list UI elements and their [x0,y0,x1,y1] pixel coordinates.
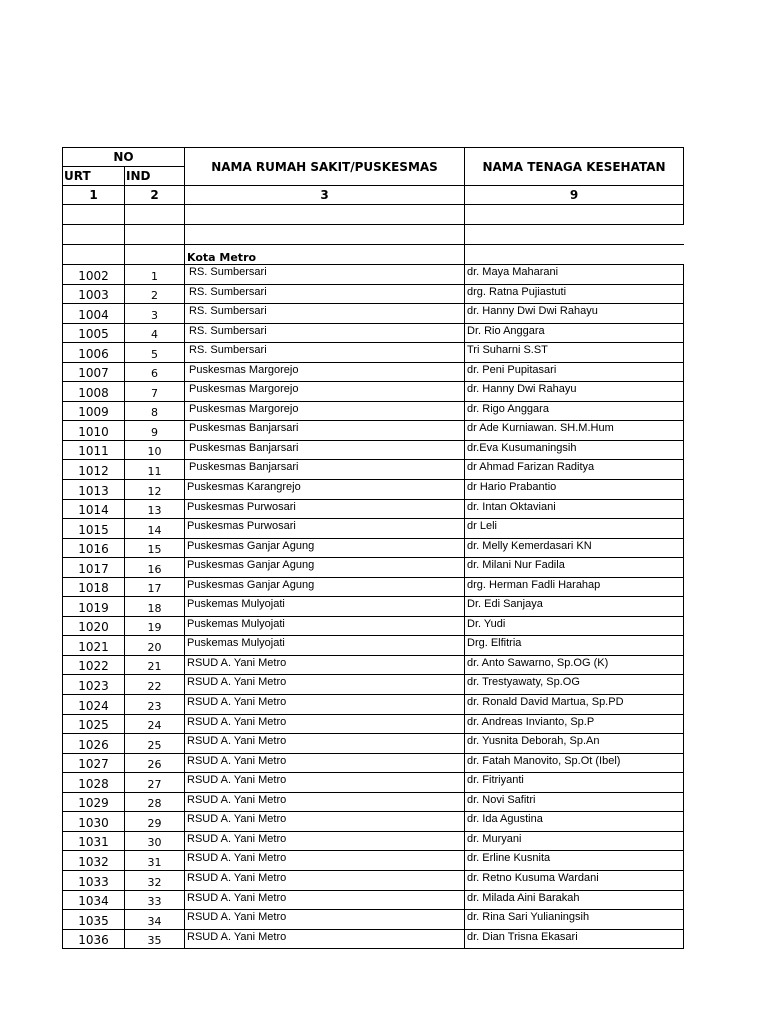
row-urt: 1009 [63,401,125,421]
row-place: Puskesmas Margorejo [185,401,465,421]
health-workers-table [62,147,684,949]
blank-cell [125,205,185,225]
row-urt: 1022 [63,655,125,675]
table-row [63,792,684,812]
row-urt: 1036 [63,929,125,949]
row-ind: 17 [125,577,185,597]
row-urt: 1030 [63,812,125,832]
row-place: Puskesmas Ganjar Agung [185,558,465,578]
row-name: dr. Yusnita Deborah, Sp.An [465,734,684,754]
blank-cell [185,205,465,225]
row-name: dr. Milani Nur Fadila [465,558,684,578]
table-row [63,851,684,871]
row-place: Puskemas Mulyojati [185,616,465,636]
row-name: dr Ahmad Farizan Raditya [465,460,684,480]
row-urt: 1002 [63,265,125,285]
row-name: dr. Ronald David Martua, Sp.PD [465,695,684,715]
row-ind: 25 [125,734,185,754]
table-row [63,675,684,695]
row-ind: 5 [125,343,185,363]
row-place: RSUD A. Yani Metro [185,851,465,871]
row-urt: 1023 [63,675,125,695]
row-place: RSUD A. Yani Metro [185,753,465,773]
row-place: RSUD A. Yani Metro [185,929,465,949]
row-place: RSUD A. Yani Metro [185,695,465,715]
row-place: RSUD A. Yani Metro [185,831,465,851]
table-row [63,265,684,285]
row-place: Puskesmas Banjarsari [185,460,465,480]
table-row [63,304,684,324]
blank-cell [63,245,125,265]
row-urt: 1011 [63,440,125,460]
row-place: Puskesmas Margorejo [185,382,465,402]
blank-cell [465,225,684,245]
row-place: RSUD A. Yani Metro [185,890,465,910]
row-name: dr. Hanny Dwi Dwi Rahayu [465,304,684,324]
row-name: dr Hario Prabantio [465,480,684,500]
row-urt: 1007 [63,362,125,382]
header-staff: NAMA TENAGA KESEHATAN [465,148,684,186]
row-place: RSUD A. Yani Metro [185,714,465,734]
blank-cell [185,225,465,245]
row-ind: 3 [125,304,185,324]
table-row [63,753,684,773]
row-ind: 33 [125,890,185,910]
row-ind: 4 [125,323,185,343]
table-row [63,519,684,539]
row-ind: 23 [125,695,185,715]
row-place: RSUD A. Yani Metro [185,910,465,930]
blank-cell [465,245,684,265]
table-row [63,734,684,754]
row-ind: 6 [125,362,185,382]
blank-row [63,205,684,225]
blank-cell [465,205,684,225]
header-hospital: NAMA RUMAH SAKIT/PUSKESMAS [185,148,465,186]
table-row [63,460,684,480]
row-place: Puskesmas Margorejo [185,362,465,382]
table-row [63,323,684,343]
table-row [63,597,684,617]
row-name: drg. Herman Fadli Harahap [465,577,684,597]
table-row [63,870,684,890]
row-urt: 1035 [63,910,125,930]
blank-cell [63,205,125,225]
row-place: Puskesmas Purwosari [185,499,465,519]
row-name: dr. Fatah Manovito, Sp.Ot (Ibel) [465,753,684,773]
row-place: RSUD A. Yani Metro [185,655,465,675]
table-row [63,616,684,636]
row-name: Tri Suharni S.ST [465,343,684,363]
row-place: RSUD A. Yani Metro [185,734,465,754]
row-name: dr Leli [465,519,684,539]
header-no: NO [63,148,185,167]
table-row [63,362,684,382]
table-row [63,636,684,656]
row-place: RSUD A. Yani Metro [185,773,465,793]
row-name: dr. Hanny Dwi Rahayu [465,382,684,402]
row-place: Puskesmas Banjarsari [185,440,465,460]
table-row [63,812,684,832]
row-name: Dr. Yudi [465,616,684,636]
row-urt: 1033 [63,870,125,890]
row-name: Dr. Rio Anggara [465,323,684,343]
row-place: Puskemas Mulyojati [185,597,465,617]
row-place: RS. Sumbersari [185,284,465,304]
row-urt: 1028 [63,773,125,793]
table-row [63,284,684,304]
row-ind: 28 [125,792,185,812]
row-place: RSUD A. Yani Metro [185,792,465,812]
row-place: RS. Sumbersari [185,343,465,363]
table-row [63,773,684,793]
row-ind: 32 [125,870,185,890]
table-row [63,343,684,363]
table-row [63,714,684,734]
row-ind: 8 [125,401,185,421]
table-row [63,890,684,910]
table-row [63,382,684,402]
row-name: dr. Anto Sawarno, Sp.OG (K) [465,655,684,675]
row-ind: 2 [125,284,185,304]
blank-cell [125,245,185,265]
row-urt: 1008 [63,382,125,402]
row-name: dr. Intan Oktaviani [465,499,684,519]
header-urt: URT [63,167,125,186]
table-row [63,655,684,675]
table-row [63,577,684,597]
row-urt: 1006 [63,343,125,363]
row-ind: 18 [125,597,185,617]
table-row [63,929,684,949]
row-name: dr. Dian Trisna Ekasari [465,929,684,949]
row-place: Puskesmas Banjarsari [185,421,465,441]
table-row [63,499,684,519]
header-ind: IND [125,167,185,186]
row-ind: 35 [125,929,185,949]
row-name: dr.Eva Kusumaningsih [465,440,684,460]
table-row [63,831,684,851]
col-number-2: 2 [125,186,185,205]
row-ind: 13 [125,499,185,519]
table-row [63,480,684,500]
row-ind: 15 [125,538,185,558]
row-ind: 30 [125,831,185,851]
row-place: Puskesmas Purwosari [185,519,465,539]
row-name: dr. Milada Aini Barakah [465,890,684,910]
row-ind: 26 [125,753,185,773]
row-urt: 1025 [63,714,125,734]
row-name: dr. Andreas Invianto, Sp.P [465,714,684,734]
table-row [63,695,684,715]
row-name: Drg. Elfitria [465,636,684,656]
row-place: RSUD A. Yani Metro [185,812,465,832]
row-ind: 27 [125,773,185,793]
table-row [63,421,684,441]
row-name: dr. Rigo Anggara [465,401,684,421]
row-place: RS. Sumbersari [185,265,465,285]
row-name: dr. Ida Agustina [465,812,684,832]
row-place: Puskesmas Ganjar Agung [185,538,465,558]
row-ind: 29 [125,812,185,832]
row-name: drg. Ratna Pujiastuti [465,284,684,304]
row-place: Puskemas Mulyojati [185,636,465,656]
row-ind: 16 [125,558,185,578]
blank-row [63,225,684,245]
column-number-row [63,186,684,205]
row-urt: 1005 [63,323,125,343]
row-place: RS. Sumbersari [185,323,465,343]
row-urt: 1013 [63,480,125,500]
row-urt: 1027 [63,753,125,773]
row-place: RS. Sumbersari [185,304,465,324]
row-name: Dr. Edi Sanjaya [465,597,684,617]
header-row-top [63,148,684,167]
row-name: dr. Muryani [465,831,684,851]
row-name: dr. Erline Kusnita [465,851,684,871]
blank-cell [63,225,125,245]
col-number-1: 1 [63,186,125,205]
row-urt: 1018 [63,577,125,597]
row-ind: 9 [125,421,185,441]
row-urt: 1010 [63,421,125,441]
row-name: dr. Rina Sari Yulianingsih [465,910,684,930]
blank-cell [125,225,185,245]
row-name: dr. Peni Pupitasari [465,362,684,382]
row-ind: 12 [125,480,185,500]
row-ind: 20 [125,636,185,656]
row-urt: 1012 [63,460,125,480]
row-place: Puskesmas Karangrejo [185,480,465,500]
row-name: dr. Trestyawaty, Sp.OG [465,675,684,695]
table-row [63,558,684,578]
row-urt: 1014 [63,499,125,519]
col-number-9: 9 [465,186,684,205]
row-place: RSUD A. Yani Metro [185,675,465,695]
row-ind: 1 [125,265,185,285]
table-row [63,910,684,930]
row-ind: 31 [125,851,185,871]
row-place: RSUD A. Yani Metro [185,870,465,890]
row-ind: 10 [125,440,185,460]
table-row [63,538,684,558]
row-name: dr Ade Kurniawan. SH.M.Hum [465,421,684,441]
city-row [63,245,684,265]
row-ind: 24 [125,714,185,734]
row-place: Puskesmas Ganjar Agung [185,577,465,597]
row-name: dr. Novi Safitri [465,792,684,812]
table-row [63,401,684,421]
row-urt: 1004 [63,304,125,324]
row-urt: 1032 [63,851,125,871]
row-ind: 7 [125,382,185,402]
col-number-3: 3 [185,186,465,205]
row-urt: 1017 [63,558,125,578]
row-urt: 1026 [63,734,125,754]
row-urt: 1003 [63,284,125,304]
row-ind: 21 [125,655,185,675]
city-label: Kota Metro [185,245,465,265]
row-name: dr. Maya Maharani [465,265,684,285]
row-urt: 1020 [63,616,125,636]
row-ind: 34 [125,910,185,930]
table-row [63,440,684,460]
row-urt: 1021 [63,636,125,656]
row-urt: 1034 [63,890,125,910]
row-name: dr. Retno Kusuma Wardani [465,870,684,890]
row-urt: 1019 [63,597,125,617]
row-urt: 1016 [63,538,125,558]
row-ind: 14 [125,519,185,539]
row-urt: 1015 [63,519,125,539]
row-name: dr. Melly Kemerdasari KN [465,538,684,558]
row-urt: 1024 [63,695,125,715]
row-name: dr. Fitriyanti [465,773,684,793]
row-ind: 22 [125,675,185,695]
row-ind: 11 [125,460,185,480]
row-urt: 1031 [63,831,125,851]
row-ind: 19 [125,616,185,636]
row-urt: 1029 [63,792,125,812]
